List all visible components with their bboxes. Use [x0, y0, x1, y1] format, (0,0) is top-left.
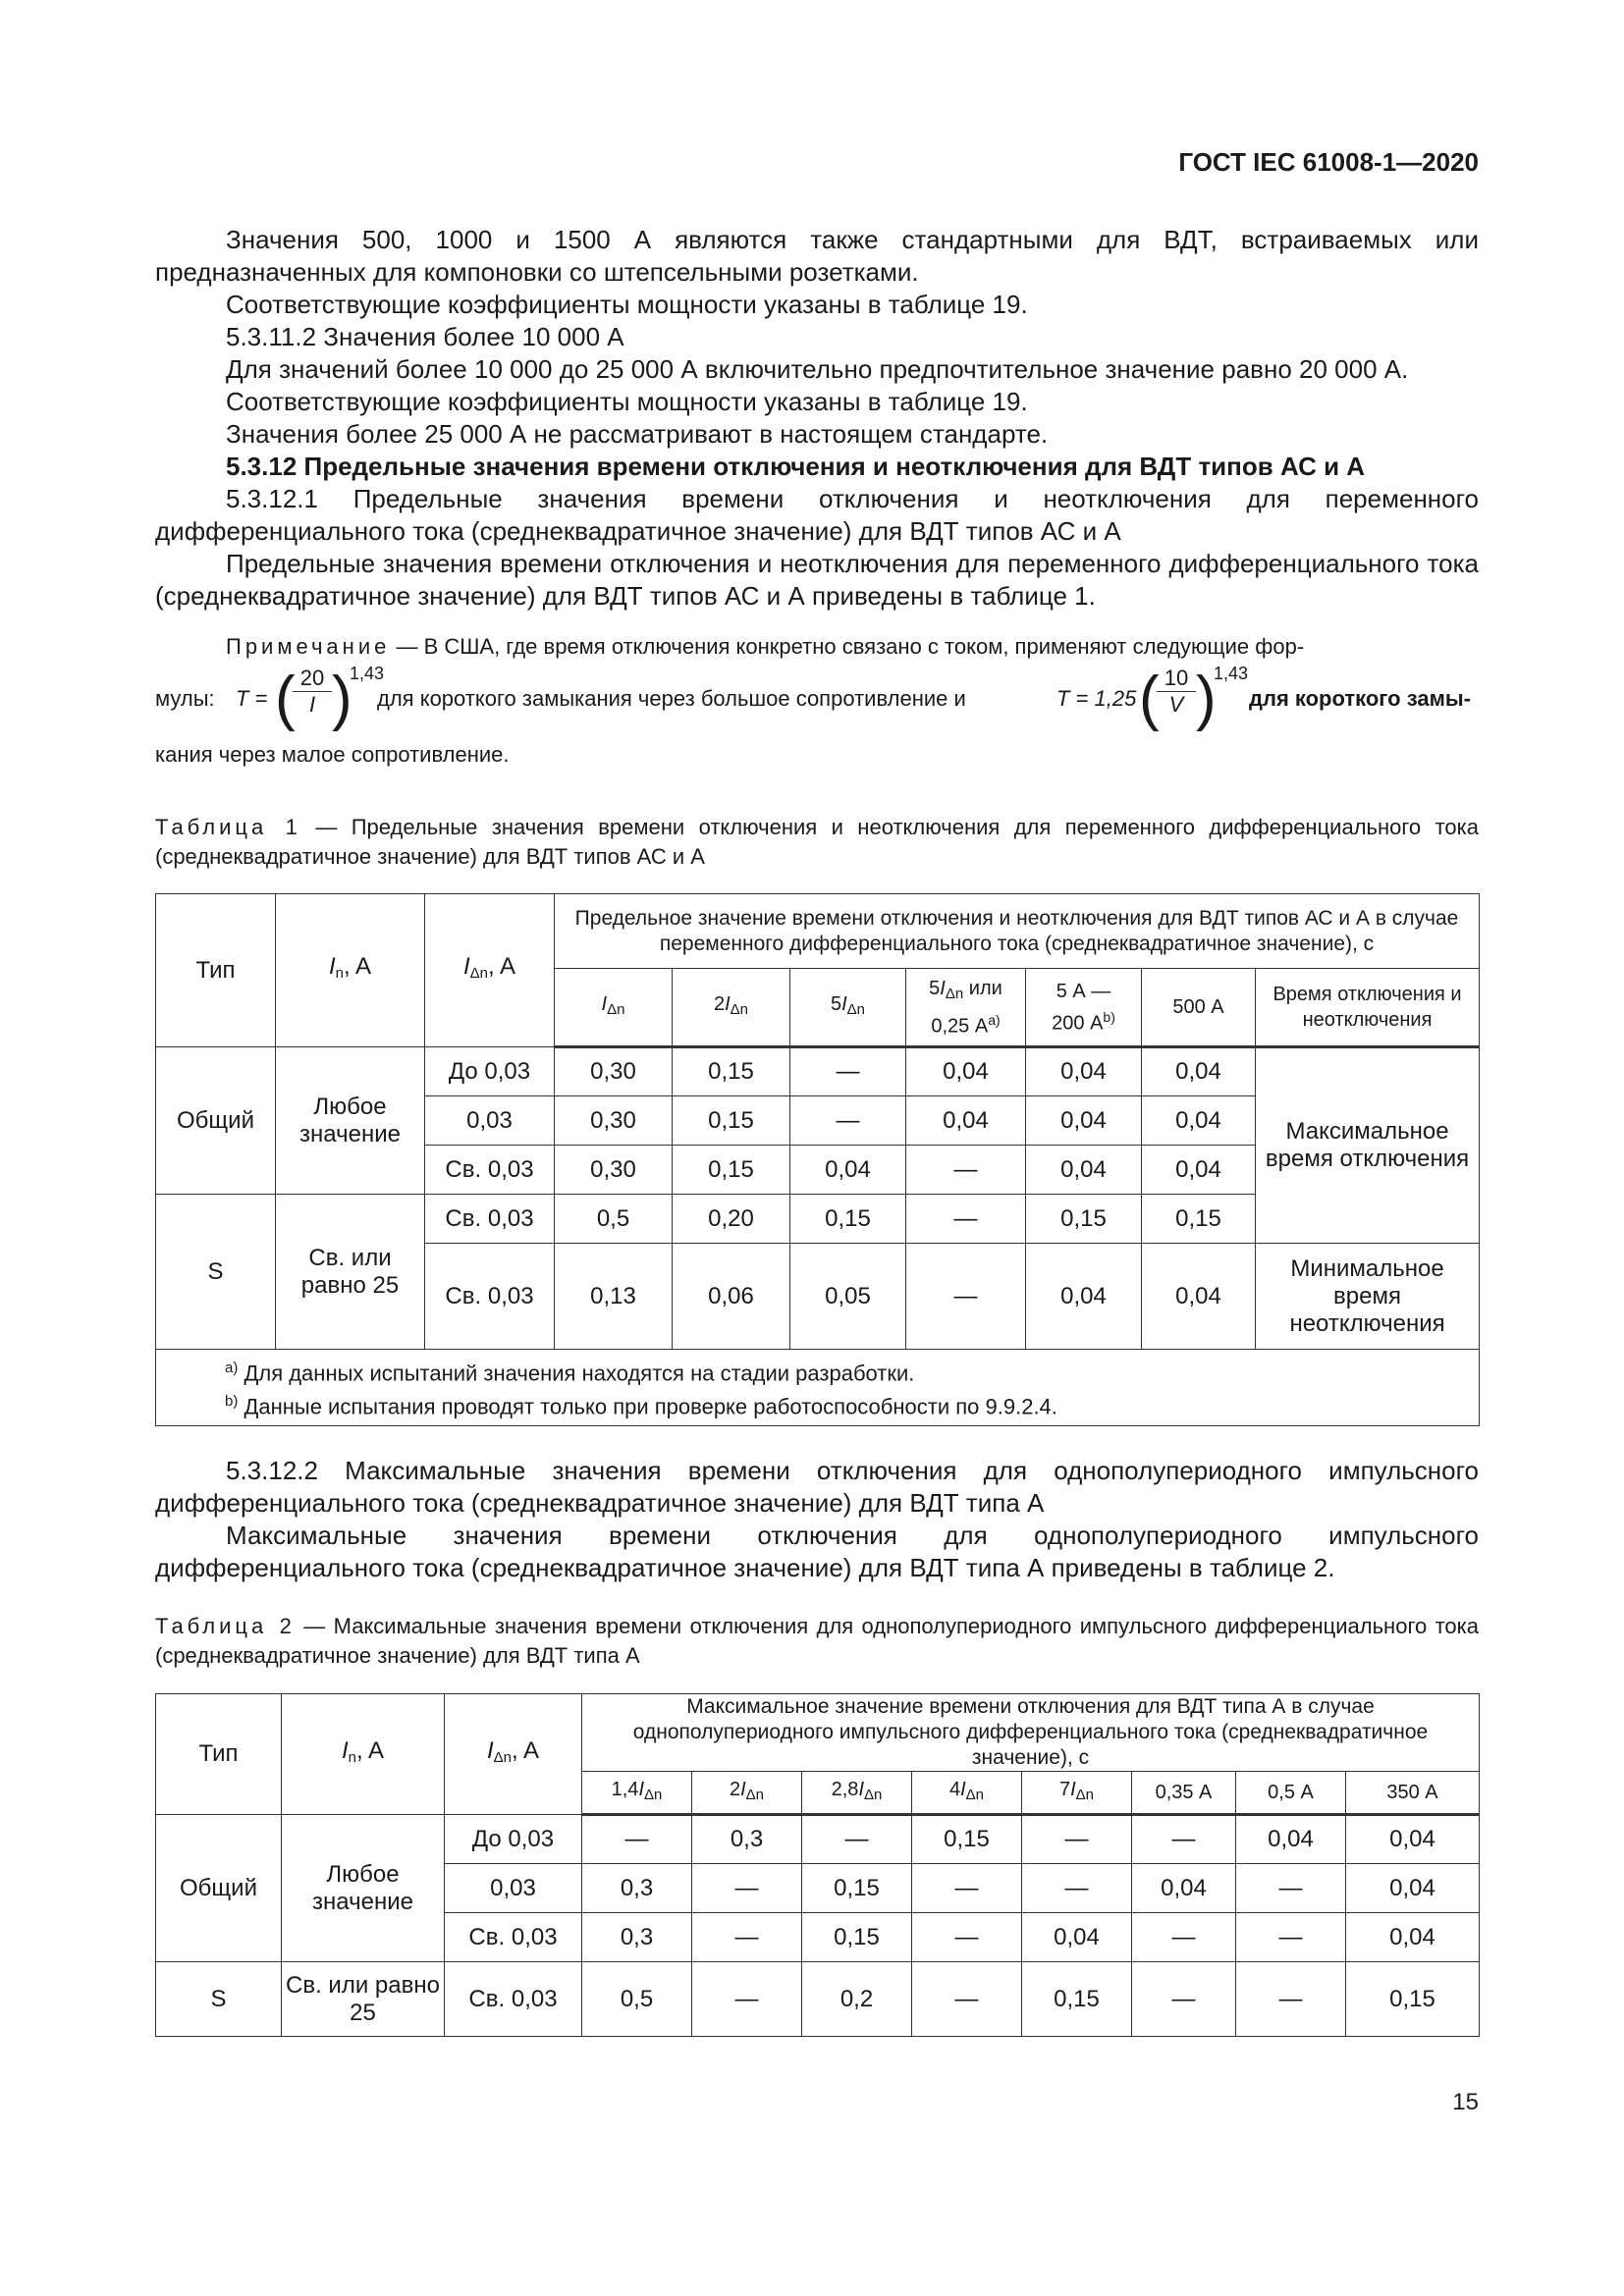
paragraph: Значения более 25 000 А не рассматривают в настоящем стандарте. — [226, 419, 1049, 449]
cell: 0,3 — [692, 1815, 802, 1864]
footnote-a: Для данных испытаний значения находятся на стадии разработки. — [238, 1361, 915, 1386]
cell: Св. 0,03 — [425, 1244, 555, 1350]
cell: — — [692, 1864, 802, 1913]
header-residual-current: $I_{\Delta n}$, A — [445, 1694, 582, 1815]
group-rated-current: Св. или равно 25 — [282, 1962, 445, 2037]
cell: — — [1236, 1864, 1346, 1913]
cell: — — [1132, 1815, 1236, 1864]
note-cell: Минимальное время неотключения — [1256, 1244, 1480, 1350]
body-text — [155, 224, 1479, 613]
page-number: 15 — [1452, 2089, 1479, 2115]
paragraph: 5.3.11.2 Значения более 10 000 А — [226, 322, 624, 351]
group-rated-current: Св. или равно 25 — [276, 1195, 425, 1350]
group-type: S — [156, 1962, 282, 2037]
cell: 0,06 — [673, 1244, 790, 1350]
formula1-paren: ) — [332, 665, 352, 732]
col-header: $5I_{\Delta n}$ или 0,25 $А^{a)}$ — [906, 969, 1026, 1047]
paragraph: 5.3.12.1 Предельные значения времени отключения и неотключения для переменного дифференциального тока (среднеквадратичное значение) для ВДТ типов АС и А — [155, 484, 1479, 546]
col-header: 350 А — [1346, 1772, 1480, 1815]
section-heading: 5.3.12 Предельные значения времени отключения и неотключения для ВДТ типов АС и А — [226, 452, 1366, 481]
cell: Св. 0,03 — [445, 1913, 582, 1962]
cell: 0,04 — [1236, 1815, 1346, 1864]
table1-footnotes — [156, 1350, 1480, 1426]
cell: 0,04 — [1142, 1146, 1256, 1195]
header-rated-current: $I_n$, A — [276, 894, 425, 1047]
formula1-denominator: I — [308, 692, 316, 717]
cell: 0,04 — [1346, 1864, 1480, 1913]
cell: — — [790, 1096, 906, 1146]
footnote-mark: a) — [225, 1360, 239, 1377]
formulas-prefix: мулы: — [155, 686, 215, 711]
formula1-lhs: T = — [236, 686, 268, 711]
caption-text: — Предельные значения времени отключения и неотключения для переменного дифференциального тока (среднеквадратичное значение) для ВДТ типов АС и А — [155, 815, 1479, 869]
col-header: $2I_{\Delta n}$ — [673, 969, 790, 1047]
cell: — — [1236, 1913, 1346, 1962]
table1-caption — [155, 813, 1479, 872]
cell: 0,04 — [1026, 1146, 1142, 1195]
paragraph: Соответствующие коэффициенты мощности указаны в таблице 19. — [226, 387, 1028, 416]
col-header: 500 А — [1142, 969, 1256, 1047]
formula-middle-text: для короткого замыкания через большое сопротивление и — [377, 686, 966, 711]
table-row — [156, 1962, 1480, 2037]
cell: 0,04 — [1132, 1864, 1236, 1913]
note-label: Примечание — [226, 634, 391, 659]
cell: 0,04 — [906, 1096, 1026, 1146]
caption-text: — Максимальные значения времени отключения для однополупериодного импульсного дифференциального тока (среднеквадратичное значение) для ВДТ типа А — [155, 1614, 1479, 1668]
cell: — — [912, 1913, 1022, 1962]
footnote-mark: b) — [225, 1392, 239, 1410]
cell: 0,20 — [673, 1195, 790, 1244]
cell: — — [912, 1864, 1022, 1913]
formula2-lhs: T = 1,25 — [1056, 686, 1137, 711]
cell: — — [692, 1962, 802, 2037]
cell: 0,13 — [555, 1244, 673, 1350]
cell: 0,5 — [555, 1195, 673, 1244]
cell: — — [906, 1244, 1026, 1350]
paragraph: 5.3.12.2 Максимальные значения времени отключения для однополупериодного импульсного дифференциального тока (среднеквадратичное значение) для ВДТ типа А — [155, 1456, 1479, 1518]
cell: 0,04 — [1022, 1913, 1132, 1962]
cell: 0,04 — [1346, 1815, 1480, 1864]
cell: 0,15 — [1142, 1195, 1256, 1244]
cell: 0,03 — [445, 1864, 582, 1913]
cell: 0,5 — [582, 1962, 692, 2037]
cell: — — [802, 1815, 912, 1864]
body-text-2 — [155, 1455, 1479, 1584]
group-rated-current: Любое значение — [276, 1047, 425, 1195]
cell: До 0,03 — [445, 1815, 582, 1864]
formula-line — [155, 662, 1479, 740]
paragraph: Соответствующие коэффициенты мощности указаны в таблице 19. — [226, 290, 1028, 319]
cell: 0,04 — [1346, 1913, 1480, 1962]
group-type: S — [156, 1195, 276, 1350]
cell: — — [906, 1195, 1026, 1244]
cell: 0,04 — [1026, 1096, 1142, 1146]
group-type: Общий — [156, 1815, 282, 1962]
group-type: Общий — [156, 1047, 276, 1195]
table1 — [155, 893, 1480, 1426]
cell: 0,15 — [1346, 1962, 1480, 2037]
cell: — — [1022, 1815, 1132, 1864]
formula2-fraction — [1157, 666, 1196, 718]
col-header: $4I_{\Delta n}$ — [912, 1772, 1022, 1815]
group-rated-current: Любое значение — [282, 1815, 445, 1962]
col-header: $7I_{\Delta n}$ — [1022, 1772, 1132, 1815]
cell: 0,03 — [425, 1096, 555, 1146]
header-rated-current: $I_n$, A — [282, 1694, 445, 1815]
cell: 0,2 — [802, 1962, 912, 2037]
cell: — — [790, 1047, 906, 1096]
paragraph: Для значений более 10 000 до 25 000 А включительно предпочтительное значение равно 20 000 А. — [226, 354, 1409, 384]
header-residual-current: $I_{\Delta n}$, A — [425, 894, 555, 1047]
cell: 0,30 — [555, 1146, 673, 1195]
cell: 0,15 — [1022, 1962, 1132, 2037]
cell: — — [906, 1146, 1026, 1195]
cell: Св. 0,03 — [445, 1962, 582, 2037]
cell: 0,04 — [1142, 1047, 1256, 1096]
col-header: 5 А — 200 $А^{b)}$ — [1026, 969, 1142, 1047]
col-header: $I_{\Delta n}$ — [555, 969, 673, 1047]
cell: 0,04 — [1026, 1047, 1142, 1096]
table2 — [155, 1693, 1480, 2037]
header-group: Предельное значение времени отключения и неотключения для ВДТ типов АС и А в случае переменного дифференциального тока (среднеквадратичное значение), с — [555, 894, 1480, 969]
header-type: Тип — [156, 894, 276, 1047]
cell: 0,15 — [790, 1195, 906, 1244]
cell: 0,15 — [673, 1096, 790, 1146]
cell: Св. 0,03 — [425, 1146, 555, 1195]
col-header: 0,5 А — [1236, 1772, 1346, 1815]
cell: — — [1132, 1913, 1236, 1962]
formula1-paren: ( — [275, 665, 296, 732]
cell: 0,15 — [673, 1047, 790, 1096]
cell: 0,15 — [912, 1815, 1022, 1864]
cell: 0,3 — [582, 1864, 692, 1913]
cell: 0,15 — [1026, 1195, 1142, 1244]
header-type: Тип — [156, 1694, 282, 1815]
formula2-exponent: 1,43 — [1214, 664, 1249, 683]
cell: 0,04 — [906, 1047, 1026, 1096]
caption-label: Таблица 1 — [155, 815, 301, 839]
formula2-denominator: V — [1168, 692, 1184, 717]
cell: До 0,03 — [425, 1047, 555, 1096]
cell: — — [1132, 1962, 1236, 2037]
document-code: ГОСТ IEC 61008-1—2020 — [1178, 147, 1479, 177]
cell: — — [912, 1962, 1022, 2037]
cell: Св. 0,03 — [425, 1195, 555, 1244]
cell: 0,15 — [673, 1146, 790, 1195]
cell: 0,04 — [1026, 1244, 1142, 1350]
formula1-numerator: 20 — [293, 666, 332, 692]
formula2-numerator: 10 — [1157, 666, 1196, 692]
col-header: $5I_{\Delta n}$ — [790, 969, 906, 1047]
formula1-exponent: 1,43 — [350, 664, 385, 683]
col-header: $2,8I_{\Delta n}$ — [802, 1772, 912, 1815]
cell: 0,30 — [555, 1047, 673, 1096]
cell: — — [1022, 1864, 1132, 1913]
paragraph: Максимальные значения времени отключения для однополупериодного импульсного дифференциального тока (среднеквадратичное значение) для ВДТ типа А приведены в таблице 2. — [155, 1521, 1479, 1582]
table-row — [156, 1815, 1480, 1864]
note-cell: Максимальное время отключения — [1256, 1047, 1480, 1244]
header-group: Максимальное значение времени отключения для ВДТ типа А в случае однополупериодного импульсного дифференциального тока (среднеквадратичное значение), с — [582, 1694, 1480, 1772]
formula-tail-text: для короткого замы- — [1249, 686, 1472, 711]
cell: — — [1236, 1962, 1346, 2037]
formula1-fraction — [293, 666, 332, 718]
cell: 0,30 — [555, 1096, 673, 1146]
col-header: $1,4I_{\Delta n}$ — [582, 1772, 692, 1815]
note-text: — В США, где время отключения конкретно связано с током, применяют следующие фор- — [390, 634, 1305, 659]
paragraph: Значения 500, 1000 и 1500 А являются также стандартными для ВДТ, встраиваемых или предназначенных для компоновки со штепсельными розетками. — [155, 225, 1479, 287]
table-row — [156, 1047, 1480, 1096]
formula2-paren: ( — [1139, 665, 1160, 732]
formula2-paren: ) — [1196, 665, 1217, 732]
note-text: кания через малое сопротивление. — [155, 742, 510, 767]
cell: 0,04 — [790, 1146, 906, 1195]
col-header: Время отключения и неотключения — [1256, 969, 1480, 1047]
footnote-b: Данные испытания проводят только при проверке работоспособности по 9.9.2.4. — [238, 1393, 1057, 1418]
cell: 0,04 — [1142, 1244, 1256, 1350]
cell: 0,05 — [790, 1244, 906, 1350]
cell: — — [582, 1815, 692, 1864]
cell: 0,04 — [1142, 1096, 1256, 1146]
col-header: $2I_{\Delta n}$ — [692, 1772, 802, 1815]
cell: 0,15 — [802, 1864, 912, 1913]
cell: 0,15 — [802, 1913, 912, 1962]
paragraph: Предельные значения времени отключения и неотключения для переменного дифференциального тока (среднеквадратичное значение) для ВДТ типов АС и А приведены в таблице 1. — [155, 549, 1479, 611]
table2-caption — [155, 1612, 1479, 1671]
col-header: 0,35 А — [1132, 1772, 1236, 1815]
note-block — [155, 632, 1479, 770]
cell: — — [692, 1913, 802, 1962]
cell: 0,3 — [582, 1913, 692, 1962]
caption-label: Таблица 2 — [155, 1614, 296, 1638]
